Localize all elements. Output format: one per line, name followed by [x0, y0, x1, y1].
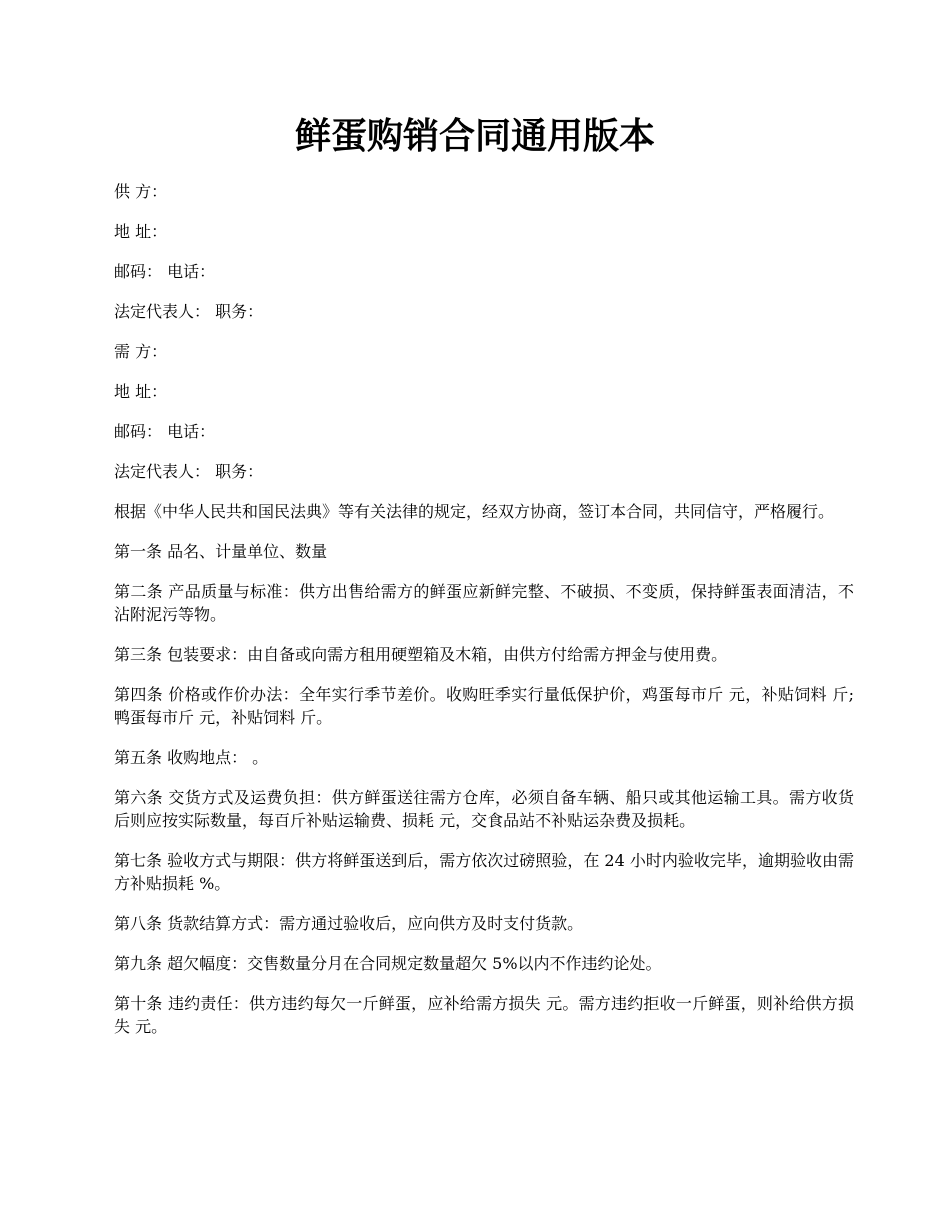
preamble-paragraph: 根据《中华人民共和国民法典》等有关法律的规定，经双方协商，签订本合同，共同信守，严格履行。 — [114, 502, 835, 521]
supplier-address: 地 址： — [114, 222, 168, 241]
article-7: 第七条 验收方式与期限：供方将鲜蛋送到后，需方依次过磅照验，在 24 小时内验收完毕，逾期验收由需方补贴损耗 %。 — [114, 851, 854, 893]
supplier-postcode-phone: 邮码： 电话： — [114, 262, 216, 281]
article-2: 第二条 产品质量与标准：供方出售给需方的鲜蛋应新鲜完整、不破损、不变质，保持鲜蛋表面清洁，不沾附泥污等物。 — [114, 582, 854, 624]
supplier-label: 供 方： — [114, 182, 168, 201]
article-4: 第四条 价格或作价办法：全年实行季节差价。收购旺季实行量低保护价，鸡蛋每市斤 元，补贴饲料 斤;鸭蛋每市斤 元，补贴饲料 斤。 — [114, 685, 854, 727]
article-8: 第八条 货款结算方式：需方通过验收后，应向供方及时支付货款。 — [114, 914, 584, 933]
article-5: 第五条 收购地点： 。 — [114, 748, 269, 767]
document-title: 鲜蛋购销合同通用版本 — [294, 115, 655, 157]
buyer-label: 需 方： — [114, 342, 168, 361]
article-1: 第一条 品名、计量单位、数量 — [114, 542, 328, 561]
article-3: 第三条 包装要求：由自备或向需方租用硬塑箱及木箱，由供方付给需方押金与使用费。 — [114, 645, 728, 664]
supplier-representative: 法定代表人： 职务： — [114, 302, 264, 321]
buyer-postcode-phone: 邮码： 电话： — [114, 422, 216, 441]
article-6: 第六条 交货方式及运费负担：供方鲜蛋送往需方仓库，必须自备车辆、船只或其他运输工具。需方收货后则应按实际数量，每百斤补贴运输费、损耗 元，交食品站不补贴运杂费及损耗。 — [114, 788, 854, 830]
document-body — [114, 180, 854, 1055]
article-9: 第九条 超欠幅度：交售数量分月在合同规定数量超欠 5%以内不作违约论处。 — [114, 954, 662, 973]
buyer-representative: 法定代表人： 职务： — [114, 462, 264, 481]
article-10: 第十条 违约责任：供方违约每欠一斤鲜蛋，应补给需方损失 元。需方违约拒收一斤鲜蛋，则补给供方损失 元。 — [114, 994, 854, 1036]
buyer-address: 地 址： — [114, 382, 168, 401]
